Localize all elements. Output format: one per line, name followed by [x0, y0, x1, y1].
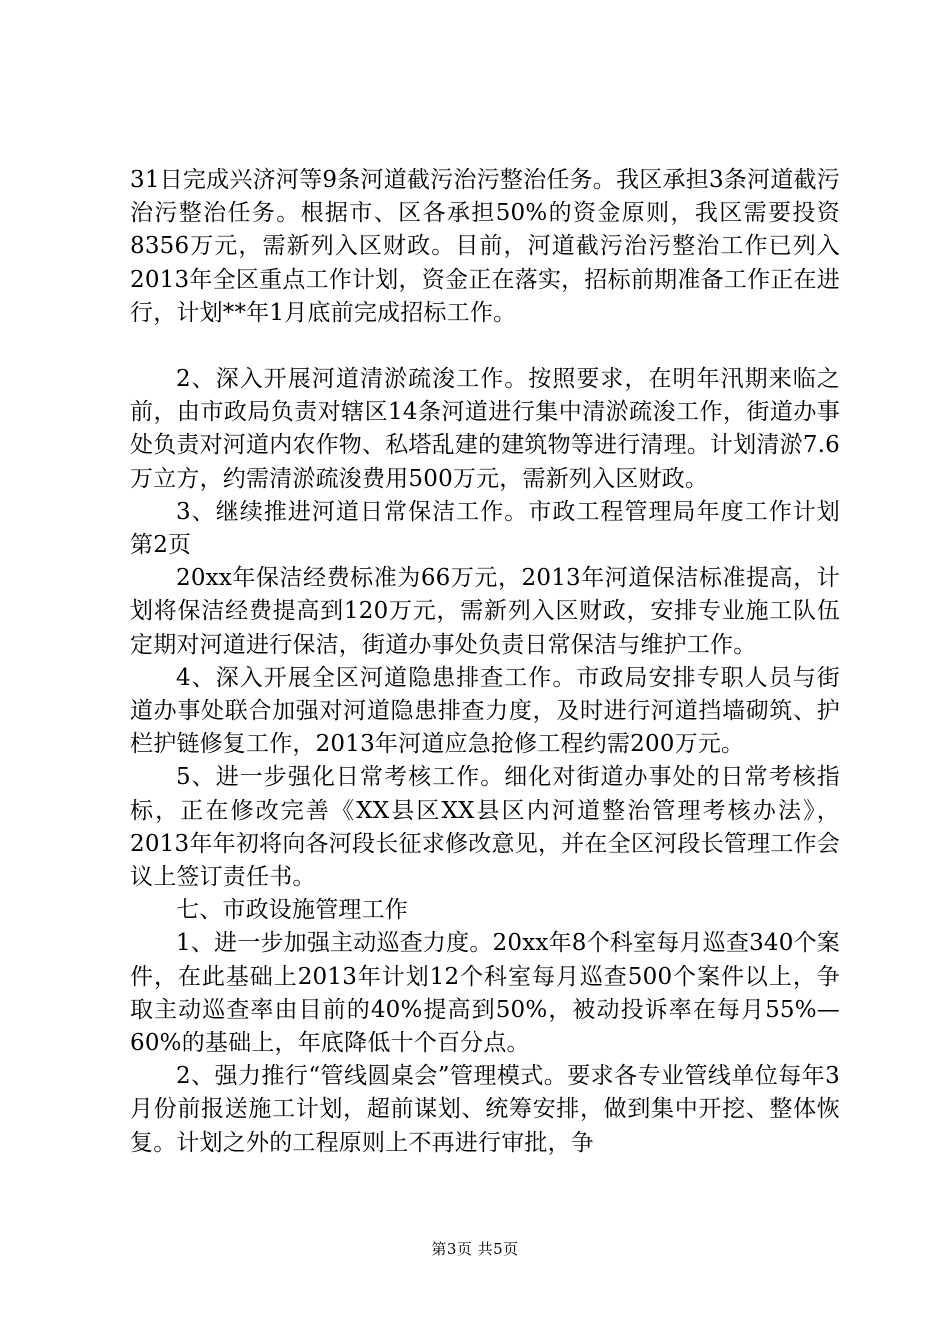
paragraph-5: 4、深入开展全区河道隐患排查工作。市政局安排专职人员与街道办事处联合加强对河道隐患排查力度，及时进行河道挡墙砌筑、护栏护链修复工作，2013年河道应急抢修工程约需200万元。 [130, 664, 840, 758]
paragraph-6: 5、进一步强化日常考核工作。细化对街道办事处的日常考核指标，正在修改完善《XX县区XX县区内河道整治管理考核办法》，2013年年初将向各河段长征求修改意见，并在全区河段长管理工作会议上签订责任书。 [130, 764, 840, 891]
paragraph-7: 1、进一步加强主动巡查力度。20xx年8个科室每月巡查340个案件，在此基础上2013年计划12个科室每月巡查500个案件以上，争取主动巡查率由目前的40%提高到50%，被动投诉率在每月55%—60%的基础上，年底降低十个百分点。 [130, 930, 840, 1057]
paragraph-2: 2、深入开展河道清淤疏浚工作。按照要求，在明年汛期来临之前，由市政局负责对辖区14条河道进行集中清淤疏浚工作，街道办事处负责对河道内农作物、私塔乱建的建筑物等进行清理。计划清淤7.6万立方，约需清淤疏浚费用500万元，需新列入区财政。 [130, 366, 840, 492]
section-heading: 七、市政设施管理工作 [176, 897, 408, 924]
paragraph-1: 31日完成兴济河等9条河道截污治污整治任务。我区承担3条河道截污治污整治任务。根据市、区各承担50%的资金原则，我区需要投资8356万元，需新列入区财政。目前，河道截污治污整治工作已列入2013年全区重点工作计划，资金正在落实，招标前期准备工作正在进行，计划**年1月底前完成招标工作。 [130, 167, 840, 326]
paragraph-8: 2、强力推行“管线圆桌会”管理模式。要求各专业管线单位每年3月份前报送施工计划，超前谋划、统筹安排，做到集中开挖、整体恢复。计划之外的工程原则上不再进行审批，争 [130, 1063, 840, 1156]
document-body [130, 164, 840, 1160]
paragraph-3: 3、继续推进河道日常保洁工作。市政工程管理局年度工作计划第2页 [130, 498, 840, 559]
page-footer: 第3页 共5页 [431, 1240, 519, 1258]
paragraph-4: 20xx年保洁经费标准为66万元，2013年河道保洁标准提高，计划将保洁经费提高到120万元，需新列入区财政，安排专业施工队伍定期对河道进行保洁，街道办事处负责日常保洁与维护工作。 [130, 565, 840, 658]
